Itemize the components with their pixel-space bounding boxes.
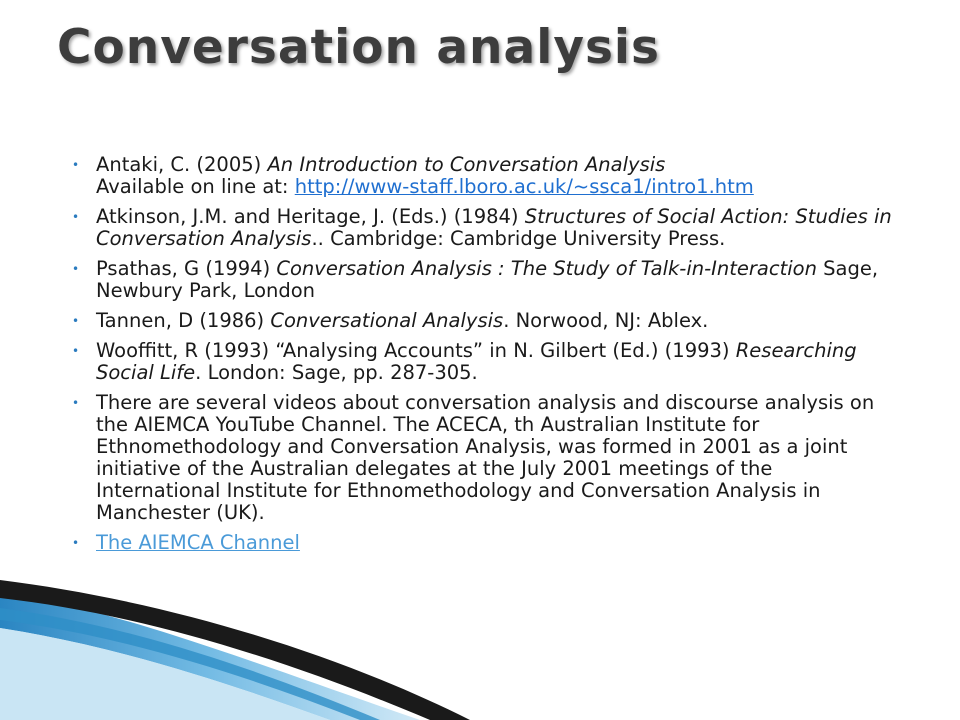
aiemca-channel-item	[70, 532, 900, 554]
bullet-icon: •	[72, 396, 80, 410]
reference-authors: Wooffitt, R (1993) “Analysing Accounts” in N. Gilbert (Ed.) (1993)	[96, 339, 736, 362]
reference-authors: Antaki, C. (2005)	[96, 153, 268, 176]
reference-title: Structures of Social Action: Studies in Conversation Analysis	[96, 205, 892, 250]
reference-publisher: .. Cambridge: Cambridge University Press.	[311, 227, 726, 250]
videos-note-text: There are several videos about conversation analysis and discourse analysis on the AIEMCA YouTube Channel. The ACECA, th Australian Institute for Ethnomethodology and Conversation Analysis, was formed in 2001 as a joint initiative of the Australian delegates at the July 2001 meetings of the International Institute for Ethnomethodology and Conversation Analysis in Manchester (UK).	[96, 391, 875, 524]
decorative-swoosh	[0, 570, 960, 720]
bullet-icon: •	[72, 158, 80, 172]
reference-publisher: . Norwood, NJ: Ablex.	[503, 309, 709, 332]
bullet-icon: •	[72, 262, 80, 276]
bullet-icon: •	[72, 314, 80, 328]
reference-authors: Tannen, D (1986)	[96, 309, 271, 332]
reference-title: Conversation Analysis : The Study of Talk-in-Interaction	[276, 257, 817, 280]
reference-authors: Psathas, G (1994)	[96, 257, 277, 280]
reference-publisher: . London: Sage, pp. 287-305.	[195, 361, 478, 384]
bullet-icon: •	[72, 536, 80, 550]
reference-authors: Atkinson, J.M. and Heritage, J. (Eds.) (1984)	[96, 205, 525, 228]
reference-publisher: Sage, Newbury Park, London	[96, 257, 879, 302]
aiemca-channel-link[interactable]: The AIEMCA Channel	[96, 531, 300, 554]
reference-wooffitt	[70, 340, 900, 384]
reference-title: Researching Social Life	[96, 339, 857, 384]
bullet-icon: •	[72, 210, 80, 224]
slide-title: Conversation analysis	[57, 20, 661, 75]
reference-title: Conversational Analysis	[270, 309, 504, 332]
reference-list	[70, 154, 900, 562]
bullet-icon: •	[72, 344, 80, 358]
reference-title: An Introduction to Conversation Analysis	[267, 153, 666, 176]
reference-available-label: Available on line at:	[96, 175, 295, 198]
reference-atkinson	[70, 206, 900, 250]
reference-tannen	[70, 310, 900, 332]
reference-antaki	[70, 154, 900, 198]
videos-note	[70, 392, 900, 524]
reference-psathas	[70, 258, 900, 302]
antaki-url-link[interactable]: http://www-staff.lboro.ac.uk/~ssca1/intro1.htm	[294, 175, 754, 198]
